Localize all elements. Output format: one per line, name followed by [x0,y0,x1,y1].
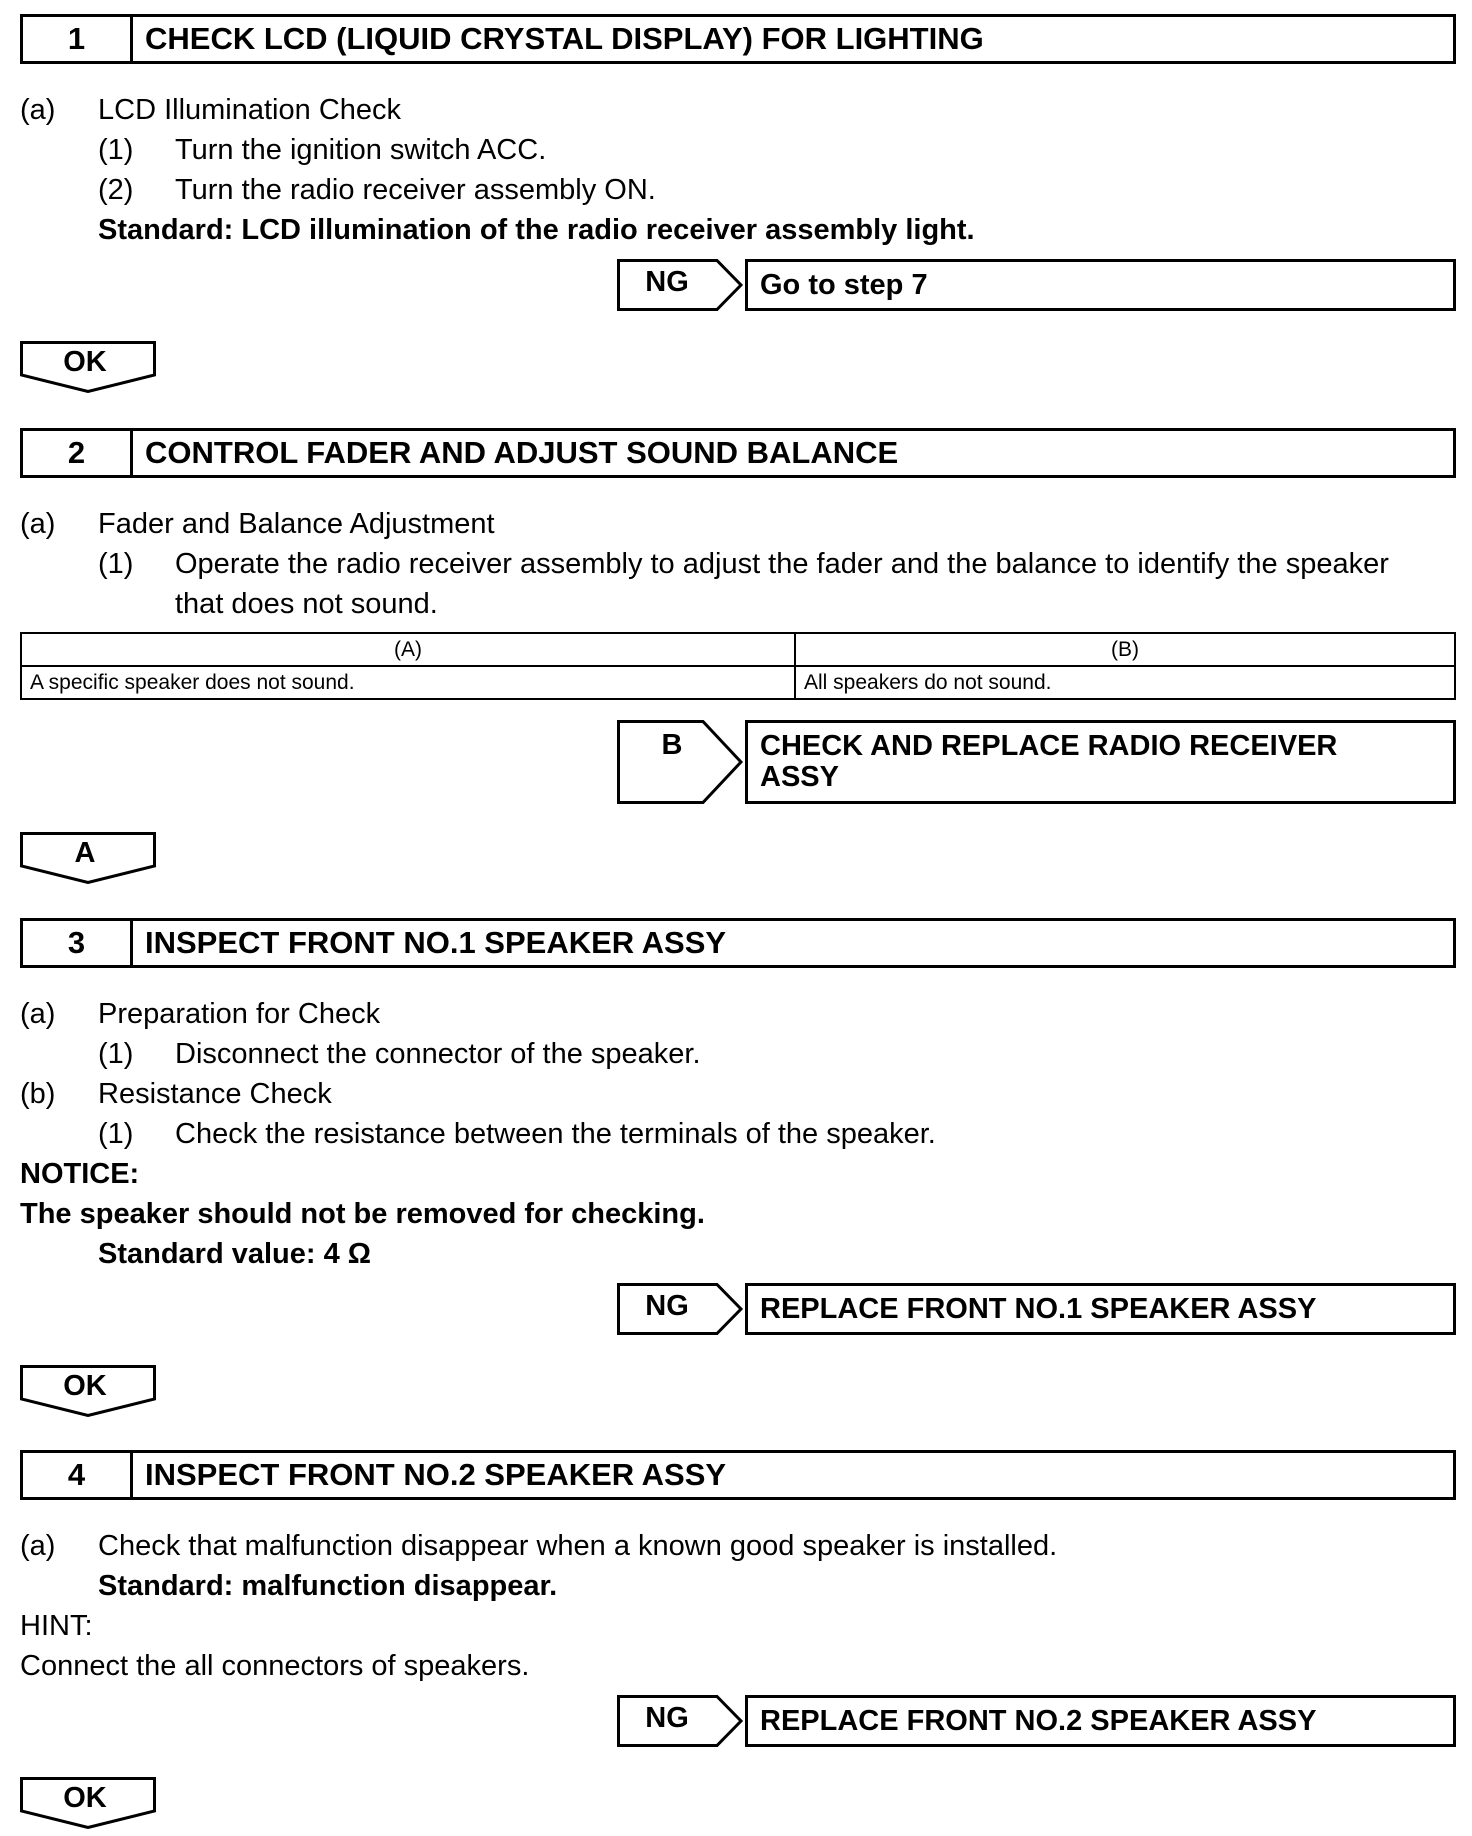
step-2-condition-table [20,632,1456,700]
table-cell-b: All speakers do not sound. [795,666,1455,699]
table-header-b: (B) [795,633,1455,666]
step-3-b-marker: (b) [20,1078,56,1110]
table-header-a: (A) [21,633,795,666]
step-3-a1-text: Disconnect the connector of the speaker. [175,1038,701,1070]
step-1-s1-marker: (1) [98,134,134,166]
step-2-s1-marker: (1) [98,548,134,580]
step-1-standard: Standard: LCD illumination of the radio receiver assembly light. [98,214,975,246]
step-4-a-text: Check that malfunction disappear when a known good speaker is installed. [98,1530,1058,1562]
step-4-a-marker: (a) [20,1530,56,1562]
step-1-number: 1 [23,17,133,61]
step-1-header [20,14,1456,64]
step-3-title: INSPECT FRONT NO.1 SPEAKER ASSY [145,925,727,960]
step-3-b-text: Resistance Check [98,1078,332,1110]
step-1-ng-label: NG [645,266,689,298]
step-2-b-result-line2: ASSY [760,761,839,793]
step-2-b-result [745,720,1456,804]
step-4-ng-result: REPLACE FRONT NO.2 SPEAKER ASSY [745,1695,1456,1747]
step-1-ok-label: OK [63,346,107,378]
step-1-s2-marker: (2) [98,174,134,206]
step-3-a-text: Preparation for Check [98,998,381,1030]
step-1-ng-result: Go to step 7 [745,259,1456,311]
step-3-ng-result: REPLACE FRONT NO.1 SPEAKER ASSY [745,1283,1456,1335]
step-3-notice-text: The speaker should not be removed for checking. [20,1198,705,1230]
step-1-s2-text: Turn the radio receiver assembly ON. [175,174,656,206]
step-1-a-marker: (a) [20,94,56,126]
step-2-a-text: Fader and Balance Adjustment [98,508,495,540]
step-3-a-marker: (a) [20,998,56,1030]
step-4-hint-text: Connect the all connectors of speakers. [20,1650,530,1682]
table-cell-a: A specific speaker does not sound. [21,666,795,699]
step-4-title: INSPECT FRONT NO.2 SPEAKER ASSY [145,1457,727,1492]
step-4-hint: HINT: [20,1610,93,1642]
step-2-s1-text-cont: that does not sound. [175,588,438,620]
step-3-ok-label: OK [63,1370,107,1402]
step-2-number: 2 [23,431,133,475]
step-2-s1-text: Operate the radio receiver assembly to adjust the fader and the balance to identify the speaker [175,548,1389,580]
step-1-s1-text: Turn the ignition switch ACC. [175,134,547,166]
step-2-a-label: A [74,837,96,869]
step-4-number: 4 [23,1453,133,1497]
step-4-header [20,1450,1456,1500]
step-3-a1-marker: (1) [98,1038,134,1070]
step-3-ng-label: NG [645,1290,689,1322]
step-2-header [20,428,1456,478]
step-3-b1-marker: (1) [98,1118,134,1150]
step-4-ok-label: OK [63,1782,107,1814]
step-1-a-text: LCD Illumination Check [98,94,402,126]
step-1-title: CHECK LCD (LIQUID CRYSTAL DISPLAY) FOR LIGHTING [145,21,984,56]
step-2-a-marker: (a) [20,508,56,540]
step-3-b1-text: Check the resistance between the terminals of the speaker. [175,1118,936,1150]
step-4-standard: Standard: malfunction disappear. [98,1570,558,1602]
step-3-standard: Standard value: 4 Ω [98,1238,372,1270]
step-2-b-result-line1: CHECK AND REPLACE RADIO RECEIVER [760,730,1338,762]
step-3-header [20,918,1456,968]
step-2-title: CONTROL FADER AND ADJUST SOUND BALANCE [145,435,899,470]
step-3-number: 3 [23,921,133,965]
step-4-ng-label: NG [645,1702,689,1734]
step-2-b-label: B [661,729,683,761]
step-3-notice: NOTICE: [20,1158,140,1190]
